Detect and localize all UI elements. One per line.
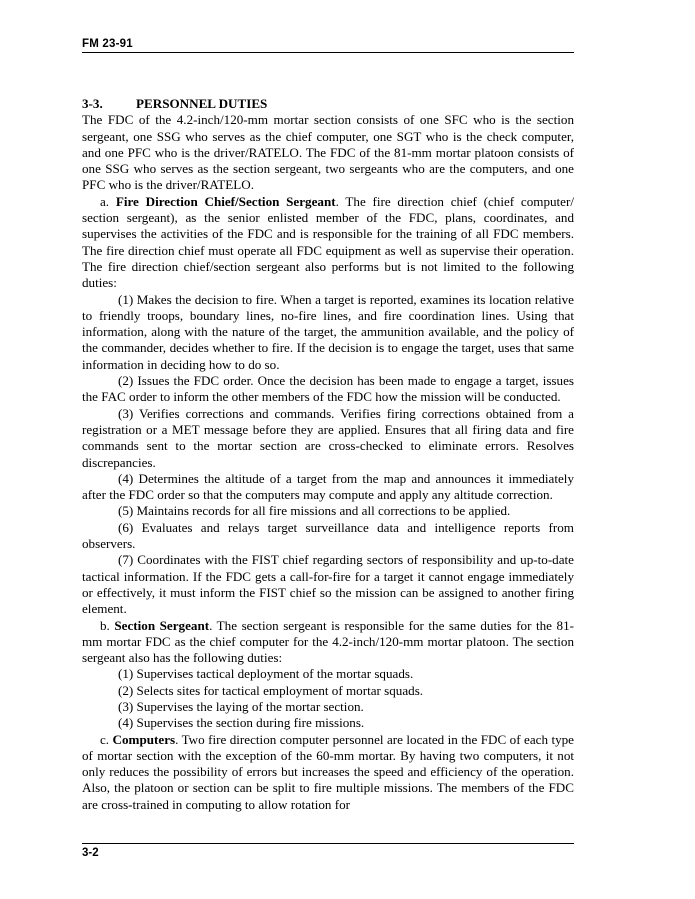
paragraph-a-item: (4) Determines the altitude of a target from the map and announces it immediately after the FDC order so that the computers may compute and apply any altitude correction.: [82, 470, 574, 503]
paragraph-c-text: . Two fire direction computer personnel are located in the FDC of each type of mortar section with the exception of the 60-mm mortar. By having two computers, it not only reduces the possibility of errors but increases the speed and efficiency of the operation. Also, the platoon or section can be split to fire multiple missions. The members of the FDC are cross-trained in computing to allow rotation for: [82, 731, 574, 812]
paragraph-c-title: Computers: [112, 731, 176, 747]
section-heading: [82, 96, 574, 112]
footer-rule: [82, 843, 574, 844]
paragraph-b-item: (2) Selects sites for tactical employment of mortar squads.: [118, 682, 424, 698]
paragraph-a-text: . The fire direction chief (chief computer/ section sergeant), as the senior enlisted member of the FDC, plans, coordinates, and supervises the activities of the FDC and is responsible for the training of all FDC members. The fire direction chief must operate all FDC equipment as well as supervise their operation. The fire direction chief/section sergeant also performs but is not limited to the following duties:: [82, 193, 574, 291]
paragraph-a-item: (2) Issues the FDC order. Once the decision has been made to engage a target, issues the FAC order to inform the other members of the FDC how the mission will be conducted.: [82, 373, 574, 405]
paragraph-b-title: Section Sergeant: [114, 617, 210, 633]
page-body: [82, 96, 574, 813]
paragraph-b-letter: b.: [100, 617, 110, 633]
page-number: 3-2: [82, 847, 99, 859]
paragraph-a-letter: a.: [100, 193, 110, 209]
paragraph-b-text: . The section sergeant is responsible for the same duties for the 81-mm mortar FDC as the chief computer for the 4.2-inch/120-mm mortar platoon. The section sergeant also has the following duties:: [82, 617, 574, 666]
paragraph-b-item: (3) Supervises the laying of the mortar section.: [118, 698, 364, 714]
paragraph-c: [82, 732, 574, 813]
running-header: FM 23-91: [82, 38, 133, 50]
intro-paragraph: The FDC of the 4.2-inch/120-mm mortar section consists of one SFC who is the section sergeant, one SSG who serves as the chief computer, one SGT who is the check computer, and one PFC who is the driver/RATELO. The FDC of the 81-mm mortar platoon consists of one SSG who serves as the section sergeant, two sergeants who are the computers, and one PFC who is the driver/RATELO.: [82, 112, 574, 193]
header-rule: [82, 52, 574, 53]
paragraph-a-title: Fire Direction Chief/Section Sergeant: [115, 193, 336, 209]
paragraph-a-item: (6) Evaluates and relays target surveillance data and intelligence reports from observers.: [82, 519, 574, 552]
section-title: PERSONNEL DUTIES: [136, 96, 268, 111]
section-number: 3-3.: [82, 96, 103, 111]
paragraph-a-item: (1) Makes the decision to fire. When a target is reported, examines its location relative to friendly troops, boundary lines, no-fire lines, and fire coordination lines. Using that information, along with the nature of the target, the ammunition available, and the policy of the commander, decides whether to fire. If the decision is to engage the target, uses that same information in deciding how to do so.: [82, 291, 574, 372]
paragraph-b-item: (4) Supervises the section during fire missions.: [118, 715, 365, 731]
paragraph-a: [82, 194, 574, 292]
paragraph-c-letter: c.: [100, 731, 110, 747]
paragraph-b: [82, 618, 574, 667]
paragraph-a-item: (5) Maintains records for all fire missions and all corrections to be applied.: [118, 503, 511, 519]
paragraph-a-item: (3) Verifies corrections and commands. Verifies firing corrections obtained from a registration or a MET message before they are applied. Ensures that all firing data and fire commands sent to the mortar section are cross-checked to eliminate errors. Resolves discrepancies.: [82, 405, 574, 470]
paragraph-b-item: (1) Supervises tactical deployment of the mortar squads.: [118, 666, 414, 682]
paragraph-a-item: (7) Coordinates with the FIST chief regarding sectors of responsibility and up-to-date tactical information. If the FDC gets a call-for-fire for a target it cannot engage immediately or effectively, it must inform the FIST chief so the mission can be assigned to another firing element.: [82, 552, 574, 617]
